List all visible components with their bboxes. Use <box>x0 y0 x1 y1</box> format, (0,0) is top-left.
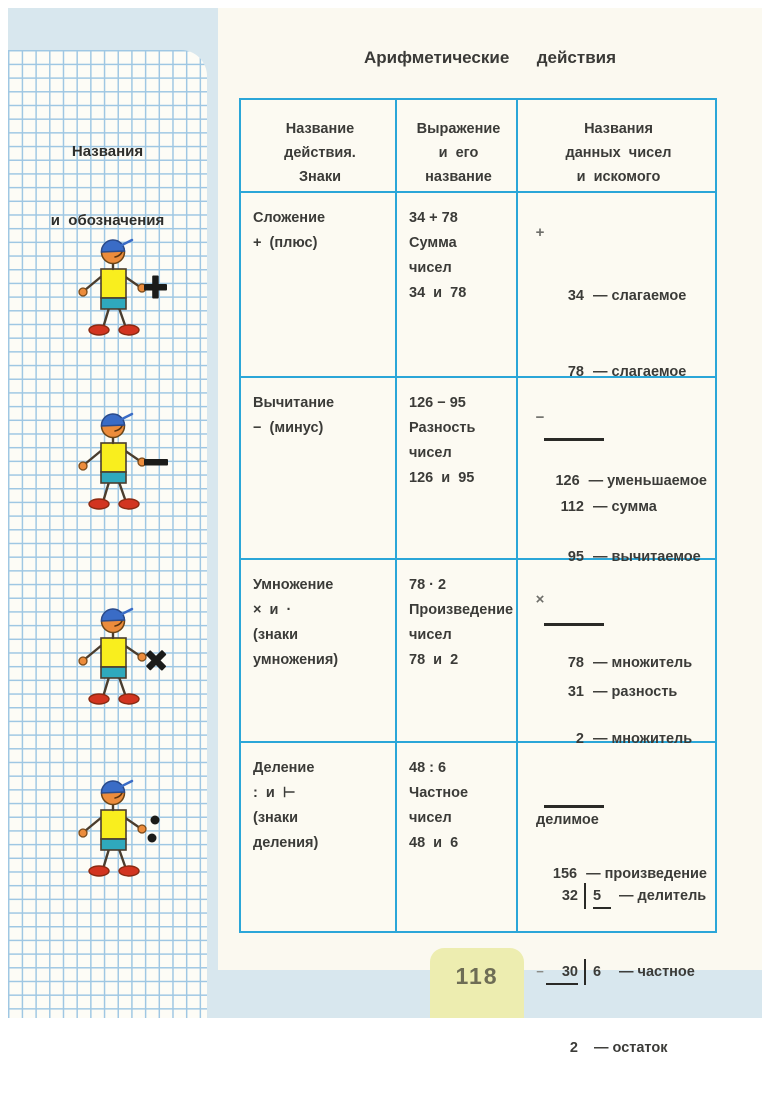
math-line: 32 5 — делитель <box>534 883 707 909</box>
operator-sign: × <box>535 591 545 608</box>
math-line: 95 — вычитаемое <box>567 549 701 565</box>
page-number-tab <box>430 948 524 1018</box>
header-line: и искомого <box>576 169 661 185</box>
text-line: 34 и 78 <box>409 285 467 301</box>
text-line: 48 : 6 <box>409 760 447 776</box>
header-line: Знаки <box>298 169 342 185</box>
operation-name-cell <box>241 378 397 560</box>
text-line: (знаки <box>253 627 299 643</box>
header-line: действия. <box>284 145 356 161</box>
operation-name-cell <box>241 743 397 931</box>
header-line: Название <box>285 121 355 137</box>
text-line: 34 + 78 <box>409 210 458 226</box>
table-header-expression <box>397 100 518 193</box>
text-line: 126 − 95 <box>409 395 466 411</box>
text-line: Частное <box>409 785 469 801</box>
page-frame <box>8 8 762 1056</box>
math-line: − 30 6 — частное <box>534 959 707 985</box>
text-line: (знаки <box>253 810 299 826</box>
header-line: название <box>425 169 492 185</box>
expression-cell <box>397 193 518 378</box>
table-header-number-names <box>518 100 715 193</box>
text-line: Сумма <box>409 235 457 251</box>
math-line: 126 — уменьшаемое <box>555 473 707 489</box>
operator-sign: − <box>535 409 545 426</box>
plus-symbol-icon <box>144 276 167 299</box>
header-line: данных чисел <box>565 145 672 161</box>
text-line: + (плюс) <box>253 235 318 251</box>
column-multiplication <box>530 573 707 937</box>
table-header-operation <box>241 100 397 193</box>
boy-figure-division <box>62 765 167 877</box>
text-line: − (минус) <box>253 420 324 436</box>
operator-sign: + <box>535 224 545 241</box>
sidebar-title-line: Названия <box>71 143 144 160</box>
expression-cell <box>397 743 518 931</box>
header-line: Выражение <box>416 121 501 137</box>
text-line: чисел <box>409 627 452 643</box>
page-title: Арифметические действия <box>363 48 617 67</box>
divide-colon-symbol-icon <box>148 816 160 843</box>
text-line: чисел <box>409 445 452 461</box>
header-line: и его <box>438 145 479 161</box>
minus-symbol-icon <box>144 459 168 466</box>
page-number: 118 <box>455 963 499 989</box>
text-line: деления) <box>253 835 319 851</box>
text-line: Деление <box>253 760 315 776</box>
math-line: 78 — слагаемое <box>567 364 687 380</box>
text-line: чисел <box>409 810 452 826</box>
math-line: 2 — остаток <box>569 1040 668 1056</box>
math-line: 31 — разность <box>567 683 678 700</box>
expression-cell <box>397 560 518 743</box>
header-line: Названия <box>584 121 653 137</box>
boy-figure-multiplication <box>62 593 167 705</box>
text-line: 78 и 2 <box>409 652 459 668</box>
dividend-label: делимое <box>536 812 599 828</box>
math-line: 2 — множитель <box>575 731 693 747</box>
text-line: : и ⊢ <box>253 785 296 801</box>
math-line: 34 — слагаемое <box>567 288 687 304</box>
text-line: чисел <box>409 260 452 276</box>
math-line: 112 — сумма <box>560 498 657 515</box>
expression-cell <box>397 378 518 560</box>
text-line: умножения) <box>253 652 339 668</box>
text-line: Вычитание <box>253 395 335 411</box>
text-line: 126 и 95 <box>409 470 475 486</box>
math-line: 156 — произведение <box>552 865 707 882</box>
math-line: 78 — множитель <box>567 655 693 671</box>
operation-name-cell <box>241 193 397 378</box>
text-line: Умножение <box>253 577 334 593</box>
boy-figure-subtraction <box>62 398 167 510</box>
text-line: × и · <box>253 602 292 618</box>
result-rule <box>544 805 604 808</box>
sidebar-title-line: и обозначения <box>50 212 165 229</box>
text-line: Сложение <box>253 210 326 226</box>
text-line: Разность <box>409 420 476 436</box>
text-line: 78 · 2 <box>409 577 447 593</box>
grid-paper-panel <box>8 50 207 1018</box>
operation-name-cell <box>241 560 397 743</box>
text-line: Произведение <box>409 602 514 618</box>
boy-figure-addition <box>62 224 167 336</box>
text-line: 48 и 6 <box>409 835 459 851</box>
minus-sign: − <box>536 964 544 979</box>
